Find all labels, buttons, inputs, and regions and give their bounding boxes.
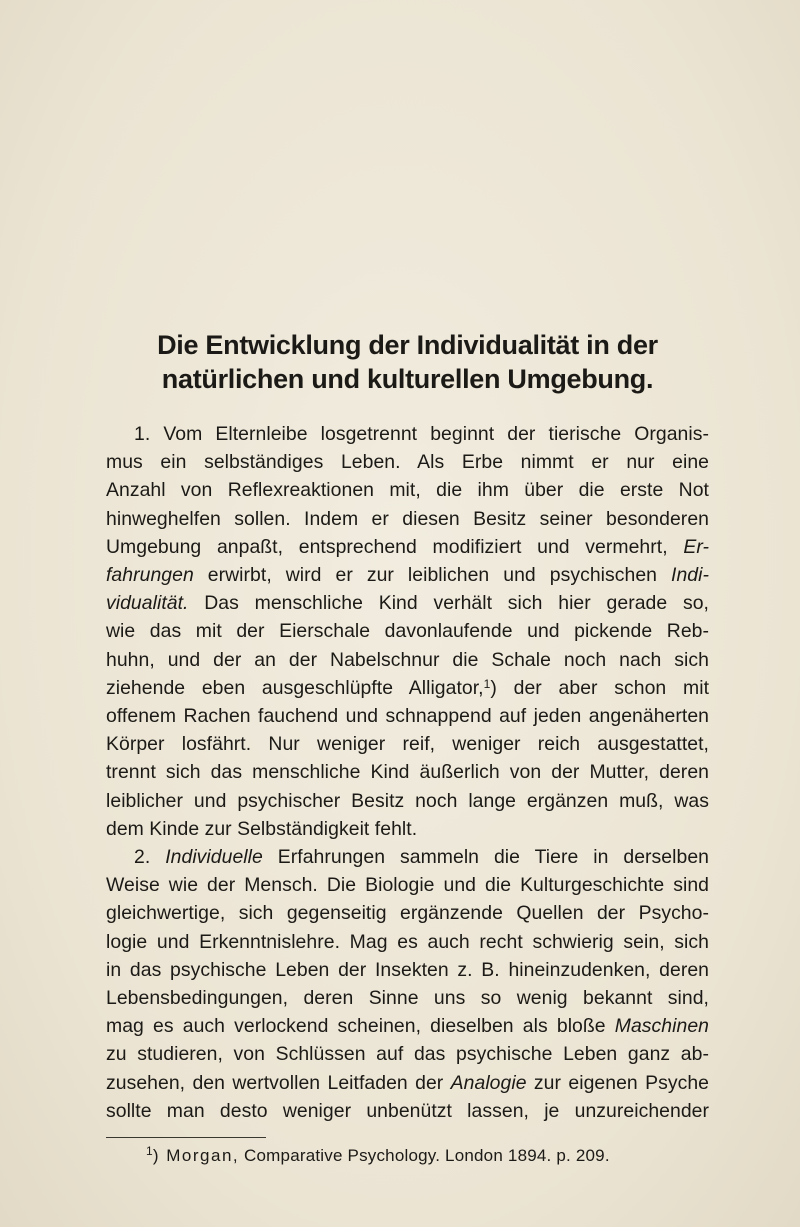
text-line: logie und Erkenntnislehre. Mag es auch recht schwierig sein, sich [106,930,709,953]
text-line [106,1012,709,1040]
text-line [106,843,709,871]
emphasis-erfahrungen-cont: fahrungen [106,564,194,587]
footnote-text: Comparative Psychology. London 1894. p. 209. [239,1146,610,1166]
chapter-title [106,328,709,396]
text-run: ) der aber schon mit [490,676,710,699]
text-line: Weise wie der Mensch. Die Biologie und die Kulturgeschichte sind [106,874,709,897]
text-run: 2. [134,846,166,869]
text-run: Das menschliche Kind verhält sich hier gerade so, [188,592,709,615]
text-run: ziehende eben ausgeschlüpfte Alligator, [106,676,484,699]
text-line: sollte man desto weniger unbenützt lassen, je unzureichender [106,1099,709,1122]
text-line: hinweghelfen sollen. Indem er diesen Besitz seiner besonderen [106,507,709,530]
text-line: in das psychische Leben der Insekten z. B. hineinzudenken, deren [106,958,709,981]
emphasis-individualitaet: Indi- [671,564,709,587]
text-line: gleichwertige, sich gegenseitig ergänzende Quellen der Psycho- [106,902,709,925]
paragraph-1 [106,420,709,843]
page-content [106,328,709,1168]
text-line: zu studieren, von Schlüssen auf das psychische Leben ganz ab- [106,1043,709,1066]
paragraph-2 [106,843,709,1125]
footnote-marker: 1 [146,1144,153,1159]
text-run: mag es auch verlockend scheinen, dieselben als bloße [106,1015,615,1038]
text-line: trennt sich das menschliche Kind äußerlich von der Mutter, deren [106,761,709,784]
text-line: Körper losfährt. Nur weniger reif, weniger reich ausgestattet, [106,733,709,756]
chapter-title-line-2: natürlichen und kulturellen Umgebung. [161,364,654,394]
text-line: 1. Vom Elternleibe losgetrennt beginnt der tierische Organis- [134,423,709,445]
text-run: Erfahrungen sammeln die Tiere in derselben [262,846,709,869]
footnote-author: ) Morgan, [152,1146,240,1166]
text-line: dem Kinde zur Selbständigkeit fehlt. [106,817,418,840]
emphasis-individualitaet-cont: vidualität. [106,592,189,615]
text-line [106,561,709,589]
footnote-reference[interactable]: 1 [483,676,491,691]
text-run: zur eigenen Psyche [526,1071,709,1094]
emphasis-individuelle: Individuelle [165,846,263,869]
text-line [106,674,709,702]
text-line: Lebensbedingungen, deren Sinne uns so wenig bekannt sind, [106,987,709,1010]
emphasis-erfahrungen: Er- [683,535,709,558]
text-line [106,589,709,617]
text-line: wie das mit der Eierschale davonlaufende und pickende Reb- [106,620,709,643]
text-run: zusehen, den wertvollen Leitfaden der [106,1071,451,1094]
emphasis-maschinen: Maschinen [614,1015,709,1038]
text-line [106,533,709,561]
emphasis-analogie: Analogie [450,1071,527,1094]
footnote [106,1144,709,1168]
text-line: leiblicher und psychischer Besitz noch lange ergänzen muß, was [106,789,709,812]
footnote-divider [106,1137,266,1138]
text-line: Anzahl von Reflexreaktionen mit, die ihm über die erste Not [106,479,709,502]
text-line: offenem Rachen fauchend und schnappend auf jeden angenäherten [106,705,709,728]
text-line: huhn, und der an der Nabelschnur die Schale noch nach sich [106,648,709,671]
text-line [106,1069,709,1097]
text-run: erwirbt, wird er zur leiblichen und psychischen [193,564,672,587]
chapter-title-line-1: Die Entwicklung der Individualität in der [157,330,658,360]
text-run: Umgebung anpaßt, entsprechend modifiziert und vermehrt, [106,535,684,558]
text-line: mus ein selbständiges Leben. Als Erbe nimmt er nur eine [106,451,709,474]
